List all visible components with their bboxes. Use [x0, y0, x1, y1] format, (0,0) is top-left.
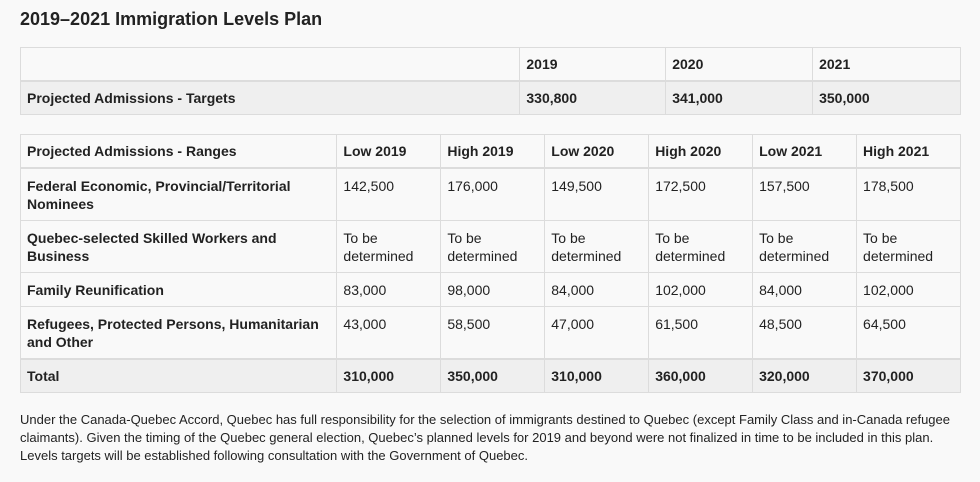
table-cell: 47,000: [545, 307, 649, 360]
table-cell: 84,000: [753, 273, 857, 307]
table-cell: To be determined: [649, 221, 753, 273]
table-cell: 142,500: [337, 168, 441, 221]
table-cell: To be determined: [753, 221, 857, 273]
ranges-header-cell: Low 2021: [753, 135, 857, 169]
row-label: Quebec-selected Skilled Workers and Business: [21, 221, 337, 273]
targets-cell: 330,800: [520, 81, 666, 115]
targets-row: [21, 81, 961, 115]
table-cell: 98,000: [441, 273, 545, 307]
table-row: [21, 168, 961, 221]
total-cell: 310,000: [337, 359, 441, 393]
table-row: [21, 273, 961, 307]
ranges-header-cell: High 2019: [441, 135, 545, 169]
targets-header-cell: 2019: [520, 48, 666, 82]
table-cell: 172,500: [649, 168, 753, 221]
total-cell: 320,000: [753, 359, 857, 393]
row-label: Refugees, Protected Persons, Humanitarian and Other: [21, 307, 337, 360]
targets-header-cell: 2020: [666, 48, 813, 82]
row-label: Family Reunification: [21, 273, 337, 307]
total-cell: 360,000: [649, 359, 753, 393]
table-cell: 64,500: [857, 307, 961, 360]
table-cell: 102,000: [649, 273, 753, 307]
table-cell: 102,000: [857, 273, 961, 307]
ranges-header-row: [21, 135, 961, 169]
table-cell: To be determined: [545, 221, 649, 273]
targets-cell: 350,000: [813, 81, 961, 115]
table-cell: 178,500: [857, 168, 961, 221]
table-cell: To be determined: [337, 221, 441, 273]
page-title: 2019–2021 Immigration Levels Plan: [20, 9, 323, 29]
table-cell: 176,000: [441, 168, 545, 221]
targets-table: [20, 47, 961, 115]
targets-header-cell: 2021: [813, 48, 961, 82]
table-cell: To be determined: [441, 221, 545, 273]
table-cell: 43,000: [337, 307, 441, 360]
table-cell: 84,000: [545, 273, 649, 307]
ranges-header-cell: High 2021: [857, 135, 961, 169]
ranges-header-cell: High 2020: [649, 135, 753, 169]
total-cell: 350,000: [441, 359, 545, 393]
table-cell: 157,500: [753, 168, 857, 221]
table-row: [21, 307, 961, 360]
total-row: [21, 359, 961, 393]
table-cell: 61,500: [649, 307, 753, 360]
targets-header-row: [21, 48, 961, 82]
total-label: Total: [21, 359, 337, 393]
ranges-header-cell: Low 2019: [337, 135, 441, 169]
row-label: Federal Economic, Provincial/Territorial Nominees: [21, 168, 337, 221]
total-cell: 370,000: [857, 359, 961, 393]
table-cell: 48,500: [753, 307, 857, 360]
targets-row-label: Projected Admissions - Targets: [21, 81, 520, 115]
table-cell: 149,500: [545, 168, 649, 221]
table-cell: To be determined: [857, 221, 961, 273]
ranges-header-cell: Low 2020: [545, 135, 649, 169]
table-cell: 83,000: [337, 273, 441, 307]
total-cell: 310,000: [545, 359, 649, 393]
table-cell: 58,500: [441, 307, 545, 360]
footnote-paragraph: Under the Canada-Quebec Accord, Quebec has full responsibility for the selection of immigrants destined to Quebec (except Family Class and in-Canada refugee claimants). Given the timing of the Quebec general election, Quebec’s planned levels for 2019 and beyond were not finalized in time to be included in this plan. Levels targets will be established following consultation with the Government of Quebec.: [20, 412, 950, 463]
targets-cell: 341,000: [666, 81, 813, 115]
targets-header-cell: [21, 48, 520, 82]
ranges-table: [20, 134, 961, 393]
table-row: [21, 221, 961, 273]
ranges-header-cell: Projected Admissions - Ranges: [21, 135, 337, 169]
